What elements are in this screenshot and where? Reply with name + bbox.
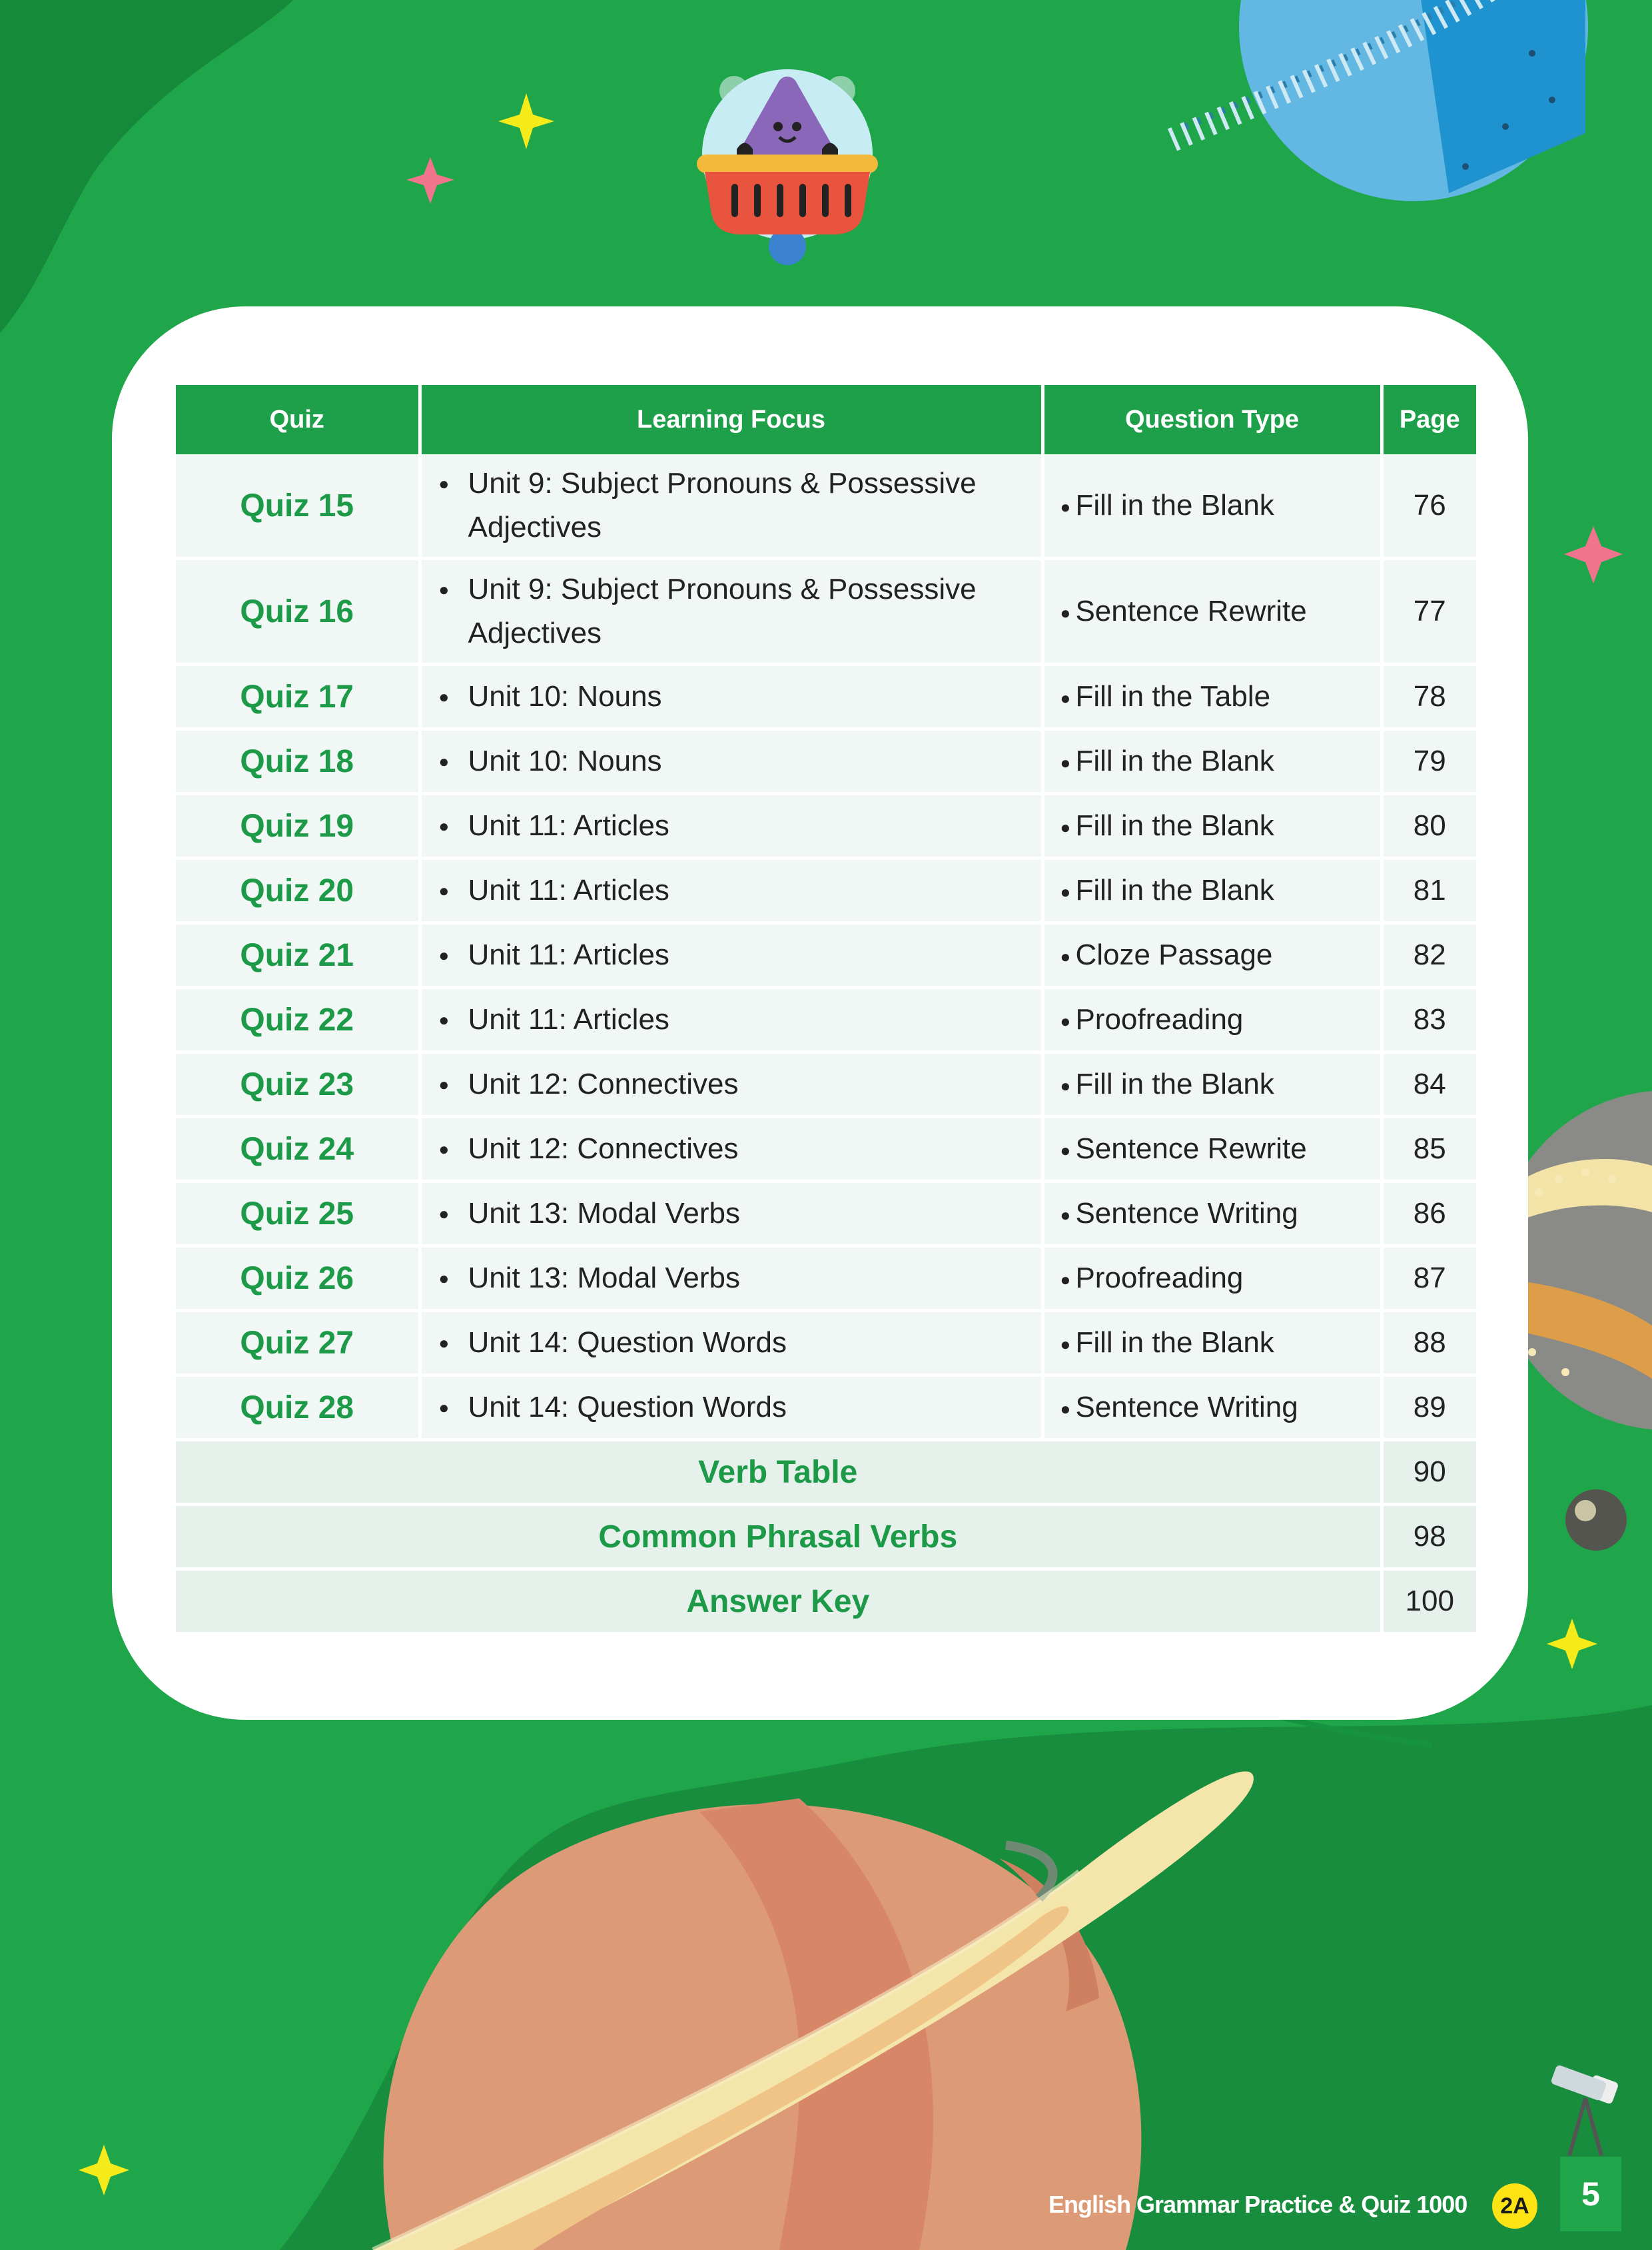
table-row	[176, 1246, 1476, 1311]
table-row	[176, 794, 1476, 859]
page-cell: 83	[1382, 988, 1476, 1052]
learning-focus-text: Unit 14: Question Words	[468, 1391, 787, 1423]
question-type-text: Sentence Writing	[1075, 1197, 1298, 1230]
column-header-question-type: Question Type	[1042, 385, 1382, 454]
question-type-text: Proofreading	[1075, 1003, 1244, 1036]
learning-focus-text: Unit 11: Articles	[468, 874, 669, 907]
page-cell: 84	[1382, 1052, 1476, 1117]
learning-focus-text: Unit 12: Connectives	[468, 1132, 739, 1165]
bullet-icon: ●	[438, 579, 450, 599]
table-of-contents	[176, 385, 1476, 1635]
learning-focus-cell	[420, 1375, 1042, 1440]
learning-focus-text: Unit 10: Nouns	[468, 680, 662, 713]
table-row	[176, 923, 1476, 988]
learning-focus-cell	[420, 923, 1042, 988]
table-row	[176, 1569, 1476, 1634]
learning-focus-cell	[420, 859, 1042, 923]
question-type-cell	[1042, 1182, 1382, 1246]
quiz-number[interactable]: Quiz 21	[176, 923, 420, 988]
bullet-icon: ●	[438, 1204, 450, 1224]
question-type-text: Proofreading	[1075, 1262, 1244, 1294]
bullet-icon: ●	[438, 881, 450, 901]
table-row	[176, 1375, 1476, 1440]
page-cell: 98	[1382, 1505, 1476, 1569]
column-header-quiz: Quiz	[176, 385, 420, 454]
learning-focus-text: Unit 11: Articles	[468, 938, 669, 971]
bullet-icon: ●	[438, 1139, 450, 1159]
quiz-number[interactable]: Quiz 28	[176, 1375, 420, 1440]
learning-focus-cell	[420, 559, 1042, 665]
learning-focus-text: Unit 13: Modal Verbs	[468, 1262, 740, 1294]
page-cell: 100	[1382, 1569, 1476, 1634]
learning-focus-text: Unit 9: Subject Pronouns & Possessive Adjectives	[468, 573, 977, 649]
learning-focus-cell	[420, 729, 1042, 794]
section-link[interactable]: Verb Table	[176, 1440, 1382, 1505]
page-cell: 88	[1382, 1311, 1476, 1375]
quiz-number[interactable]: Quiz 27	[176, 1311, 420, 1375]
top-left-shape	[0, 0, 293, 333]
blue-planet-icon	[1172, 0, 1588, 201]
page-number: 5	[1560, 2157, 1621, 2231]
page-cell: 89	[1382, 1375, 1476, 1440]
bullet-icon: ●	[438, 945, 450, 965]
quiz-number[interactable]: Quiz 25	[176, 1182, 420, 1246]
question-type-cell	[1042, 794, 1382, 859]
table-row	[176, 988, 1476, 1052]
learning-focus-cell	[420, 665, 1042, 729]
question-type-text: Fill in the Blank	[1075, 489, 1274, 522]
learning-focus-cell	[420, 1117, 1042, 1182]
quiz-number[interactable]: Quiz 24	[176, 1117, 420, 1182]
question-type-cell	[1042, 1117, 1382, 1182]
learning-focus-text: Unit 11: Articles	[468, 1003, 669, 1036]
book-title: English Grammar Practice & Quiz 1000	[1048, 2191, 1467, 2218]
learning-focus-text: Unit 11: Articles	[468, 809, 669, 842]
table-row	[176, 1182, 1476, 1246]
page-cell: 77	[1382, 559, 1476, 665]
bullet-icon: ●	[1060, 687, 1076, 708]
question-type-cell	[1042, 454, 1382, 559]
learning-focus-text: Unit 12: Connectives	[468, 1068, 739, 1100]
table-row	[176, 559, 1476, 665]
bullet-icon: ●	[1060, 1140, 1076, 1160]
question-type-cell	[1042, 1375, 1382, 1440]
question-type-text: Sentence Writing	[1075, 1391, 1298, 1423]
bullet-icon: ●	[1060, 1010, 1076, 1031]
sparkle-icon	[1564, 526, 1623, 583]
bullet-icon: ●	[438, 1268, 450, 1288]
learning-focus-text: Unit 13: Modal Verbs	[468, 1197, 740, 1230]
bullet-icon: ●	[438, 687, 450, 707]
bullet-icon: ●	[1060, 817, 1076, 837]
question-type-text: Fill in the Blank	[1075, 1326, 1274, 1359]
bullet-icon: ●	[438, 1010, 450, 1030]
level-badge: 2A	[1492, 2183, 1537, 2229]
question-type-cell	[1042, 1246, 1382, 1311]
table-row	[176, 729, 1476, 794]
learning-focus-cell	[420, 1052, 1042, 1117]
bullet-icon: ●	[438, 1074, 450, 1094]
question-type-text: Fill in the Blank	[1075, 809, 1274, 842]
mascot-icon	[697, 69, 878, 265]
page-cell: 87	[1382, 1246, 1476, 1311]
question-type-text: Fill in the Table	[1075, 680, 1271, 713]
question-type-text: Fill in the Blank	[1075, 1068, 1274, 1100]
question-type-text: Fill in the Blank	[1075, 745, 1274, 777]
page-cell: 90	[1382, 1440, 1476, 1505]
learning-focus-cell	[420, 1246, 1042, 1311]
question-type-text: Sentence Rewrite	[1075, 1132, 1307, 1165]
bullet-icon: ●	[1060, 881, 1076, 902]
quiz-number[interactable]: Quiz 17	[176, 665, 420, 729]
bullet-icon: ●	[1060, 1333, 1076, 1354]
bullet-icon: ●	[1060, 1269, 1076, 1290]
table-row	[176, 1117, 1476, 1182]
page-cell: 82	[1382, 923, 1476, 988]
table-row	[176, 1052, 1476, 1117]
bullet-icon: ●	[1060, 496, 1076, 517]
question-type-cell	[1042, 559, 1382, 665]
table-row	[176, 1505, 1476, 1569]
learning-focus-cell	[420, 988, 1042, 1052]
sparkle-icon	[406, 157, 454, 204]
page-cell: 78	[1382, 665, 1476, 729]
quiz-number[interactable]: Quiz 20	[176, 859, 420, 923]
learning-focus-cell	[420, 794, 1042, 859]
learning-focus-text: Unit 9: Subject Pronouns & Possessive Adjectives	[468, 467, 977, 544]
bullet-icon: ●	[1060, 752, 1076, 773]
bullet-icon: ●	[438, 816, 450, 836]
question-type-text: Fill in the Blank	[1075, 874, 1274, 907]
quiz-number[interactable]: Quiz 19	[176, 794, 420, 859]
bullet-icon: ●	[1060, 602, 1076, 623]
quiz-number[interactable]: Quiz 15	[176, 454, 420, 559]
question-type-cell	[1042, 859, 1382, 923]
quiz-number[interactable]: Quiz 16	[176, 559, 420, 665]
table-of-contents-card	[112, 306, 1528, 1720]
table-row	[176, 859, 1476, 923]
bullet-icon: ●	[438, 751, 450, 771]
table-row	[176, 665, 1476, 729]
bullet-icon: ●	[438, 474, 450, 494]
table-header-row	[176, 385, 1476, 454]
section-link[interactable]: Common Phrasal Verbs	[176, 1505, 1382, 1569]
column-header-page: Page	[1382, 385, 1476, 454]
question-type-cell	[1042, 988, 1382, 1052]
section-link[interactable]: Answer Key	[176, 1569, 1382, 1634]
sparkle-icon	[498, 93, 554, 149]
small-moon-icon	[1565, 1489, 1627, 1551]
page-cell: 86	[1382, 1182, 1476, 1246]
bullet-icon: ●	[1060, 1204, 1076, 1225]
quiz-number[interactable]: Quiz 26	[176, 1246, 420, 1311]
table-row	[176, 454, 1476, 559]
table-row	[176, 1311, 1476, 1375]
column-header-learning-focus: Learning Focus	[420, 385, 1042, 454]
page-cell: 81	[1382, 859, 1476, 923]
table-row	[176, 1440, 1476, 1505]
page-cell: 76	[1382, 454, 1476, 559]
page-cell: 79	[1382, 729, 1476, 794]
question-type-cell	[1042, 1311, 1382, 1375]
question-type-cell	[1042, 923, 1382, 988]
bullet-icon: ●	[438, 1333, 450, 1353]
quiz-number[interactable]: Quiz 22	[176, 988, 420, 1052]
quiz-number[interactable]: Quiz 23	[176, 1052, 420, 1117]
question-type-text: Cloze Passage	[1075, 938, 1273, 971]
quiz-number[interactable]: Quiz 18	[176, 729, 420, 794]
bullet-icon: ●	[1060, 1398, 1076, 1419]
question-type-cell	[1042, 665, 1382, 729]
question-type-cell	[1042, 729, 1382, 794]
bullet-icon: ●	[438, 1397, 450, 1417]
bullet-icon: ●	[1060, 1075, 1076, 1096]
question-type-cell	[1042, 1052, 1382, 1117]
page-cell: 80	[1382, 794, 1476, 859]
learning-focus-cell	[420, 454, 1042, 559]
bullet-icon: ●	[1060, 946, 1076, 966]
learning-focus-text: Unit 14: Question Words	[468, 1326, 787, 1359]
sparkle-icon	[79, 2145, 129, 2195]
page-cell: 85	[1382, 1117, 1476, 1182]
sparkle-icon	[1547, 1619, 1597, 1669]
learning-focus-cell	[420, 1311, 1042, 1375]
learning-focus-text: Unit 10: Nouns	[468, 745, 662, 777]
question-type-text: Sentence Rewrite	[1075, 595, 1307, 627]
learning-focus-cell	[420, 1182, 1042, 1246]
